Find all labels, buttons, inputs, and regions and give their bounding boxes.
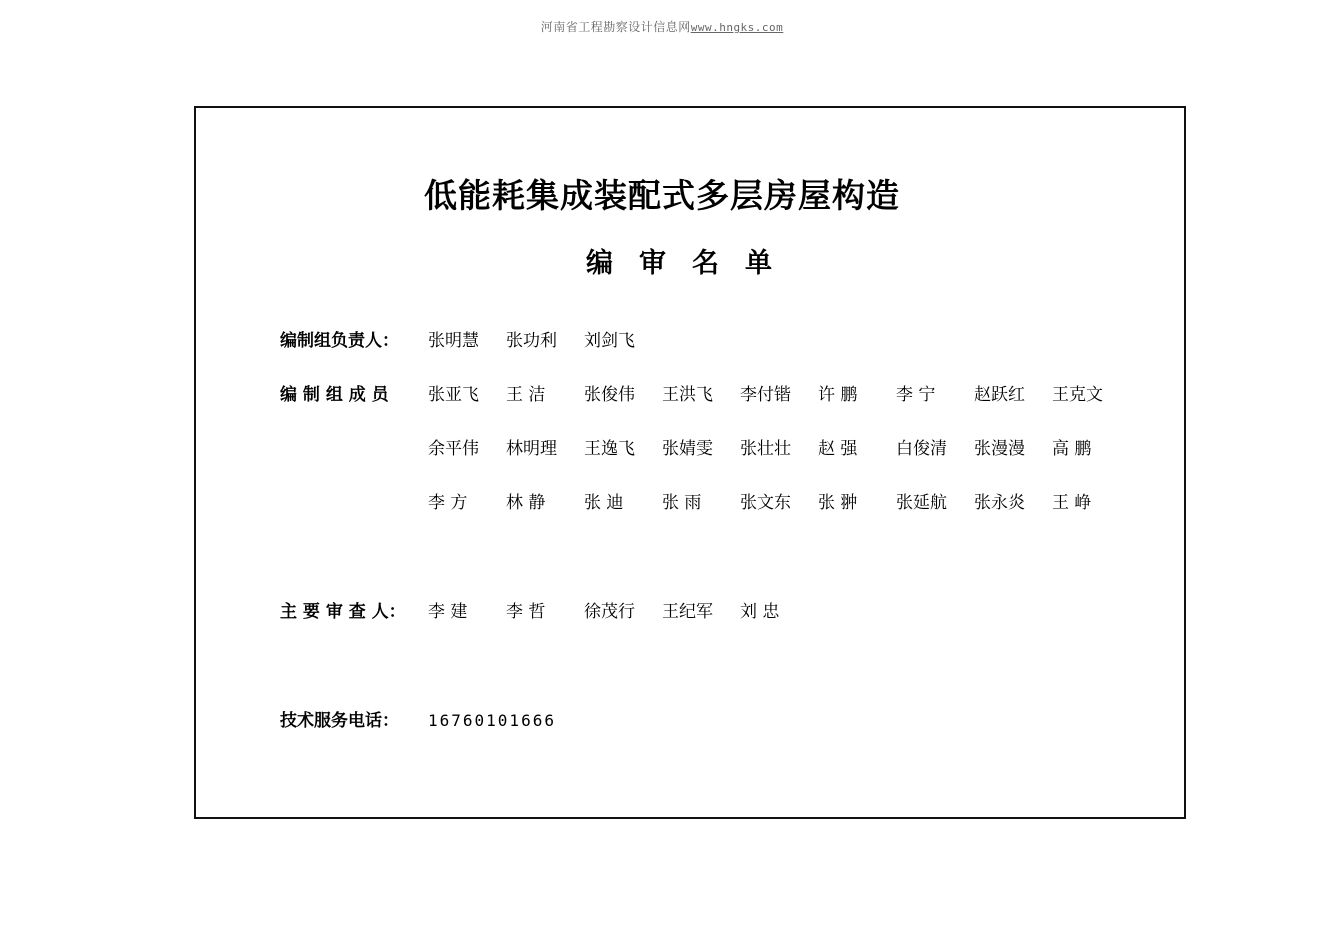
person-name: 林明理	[506, 439, 557, 459]
person-name: 李付锴	[740, 385, 791, 405]
person-name: 赵跃红	[974, 385, 1025, 405]
members-row-1	[280, 380, 1130, 405]
members-names-row-2	[428, 434, 1130, 459]
tech-service-label: 技术服务电话：	[280, 711, 399, 731]
person-name: 张俊伟	[584, 385, 635, 405]
tech-service-row	[280, 706, 556, 731]
person-name: 张功利	[506, 331, 557, 351]
person-name: 刘剑飞	[584, 331, 635, 351]
person-name: 王 峥	[1052, 493, 1092, 513]
reviewers-row	[280, 597, 818, 622]
person-name: 张壮壮	[740, 439, 791, 459]
person-name: 徐茂行	[584, 602, 635, 622]
person-name: 张文东	[740, 493, 791, 513]
person-name: 刘 忠	[740, 602, 780, 622]
person-name: 王纪军	[662, 602, 713, 622]
person-name: 李 哲	[506, 602, 546, 622]
person-name: 张 雨	[662, 493, 702, 513]
person-name: 李 方	[428, 493, 468, 513]
tech-service-phone: 16760101666	[428, 711, 556, 730]
person-name: 王逸飞	[584, 439, 635, 459]
members-row-3	[280, 488, 1130, 513]
person-name: 张亚飞	[428, 385, 479, 405]
document-title: 低能耗集成装配式多层房屋构造	[424, 176, 900, 215]
person-name: 赵 强	[818, 439, 858, 459]
person-name: 李 宁	[896, 385, 936, 405]
members-row-2	[280, 434, 1130, 459]
reviewers-label: 主 要 审 查 人：	[280, 602, 406, 622]
person-name: 张永炎	[974, 493, 1025, 513]
chief-editors-names	[428, 326, 662, 351]
person-name: 张漫漫	[974, 439, 1025, 459]
person-name: 张 翀	[818, 493, 858, 513]
person-name: 张 迪	[584, 493, 624, 513]
person-name: 许 鹏	[818, 385, 858, 405]
person-name: 王 洁	[506, 385, 546, 405]
members-names-row-1	[428, 380, 1130, 405]
chief-editors-label: 编制组负责人：	[280, 331, 399, 351]
person-name: 高 鹏	[1052, 439, 1092, 459]
document-subtitle: 编审名单	[586, 248, 798, 279]
members-label: 编 制 组 成 员	[280, 385, 389, 405]
person-name: 白俊清	[896, 439, 947, 459]
person-name: 张延航	[896, 493, 947, 513]
person-name: 张婧雯	[662, 439, 713, 459]
site-url-link[interactable]: www.hngks.com	[690, 21, 784, 34]
reviewers-names	[428, 597, 818, 622]
page-header	[0, 18, 1324, 35]
person-name: 王克文	[1052, 385, 1103, 405]
person-name: 李 建	[428, 602, 468, 622]
members-names-row-3	[428, 488, 1130, 513]
person-name: 余平伟	[428, 439, 479, 459]
person-name: 王洪飞	[662, 385, 713, 405]
person-name: 张明慧	[428, 331, 479, 351]
chief-editors-row	[280, 326, 662, 351]
site-name: 河南省工程勘察设计信息网	[540, 20, 691, 34]
person-name: 林 静	[506, 493, 546, 513]
